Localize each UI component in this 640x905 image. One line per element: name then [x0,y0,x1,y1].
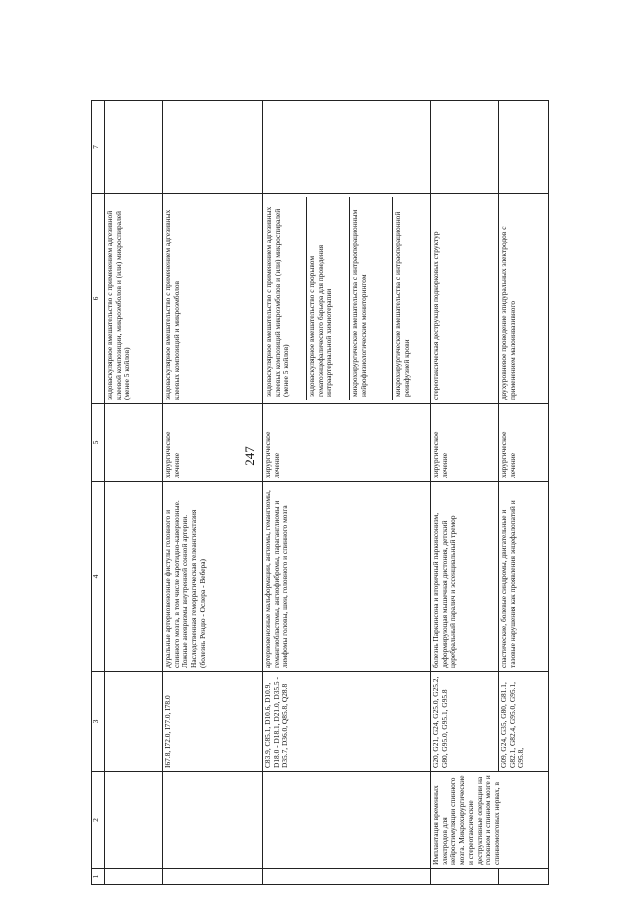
column-header: 6 [92,194,105,404]
column-header: 3 [92,672,105,772]
table-cell: хирургическое лечение [499,404,549,482]
column-header: 1 [92,869,105,885]
table-cell: хирургическое лечение [263,404,431,482]
table-cell: стереотаксическая деструкция подкорковых структур [431,194,499,404]
table-header-row [92,101,105,885]
sub-procedure: микрохирургические вмешательства с интраоперационным нейрофизиологическим мониторингом [349,197,392,400]
sub-procedure: микрохирургические вмешательства с интраоперационной реинфузией крови [392,197,412,400]
table-cell [431,772,549,869]
procedures-table [91,100,549,885]
table-cell: спастические, болевые синдромы, двигательные и тазовые нарушения как проявления энцефалопатий и [499,482,549,672]
table-cell [263,194,431,404]
column-header: 4 [92,482,105,672]
page-number: 247 [242,446,257,466]
table-cell: G09, G24, G35, G80, G81.1, G82.1, G82.4, G95.0, G95.1, G95.8, [499,672,549,772]
column-header: 2 [92,772,105,869]
column-header: 7 [92,101,105,194]
table-row [431,101,499,885]
table-cell: эндоваскулярное вмешательство с применением адгезивной клеевой композиции, микроэмболов и (или) микроспиралей (менее 5 койлов) [105,194,163,404]
table-cell: I67.8, I72.0, I77.0, I78.0 [163,672,263,772]
table-cell: дуральные артериовенозные фистулы головного и спинного мозга, в том числе каротидно-кавернозные. Ложные аневризмы внутренней сонной артерии. Наследственная геморрагическая телеангиэктазия (болезнь Рендю - Ослера - Вебера) [163,482,263,672]
column-header: 5 [92,404,105,482]
table-row [105,101,163,885]
table-cell: болезнь Паркинсона и вторичный паркинсонизм, деформирующая мышечная дистония, детский церебральный паралич и эссенциальный тремор [431,482,499,672]
table-cell: G20, G21, G24, G25.0, G25.2, G80, G95.0, G95.1, G95.8 [431,672,499,772]
table-cell: хирургическое лечение [163,404,263,482]
table-cell: C83.9, C85.1, D10.6, D10.9, D18.0 - D18.1, D21.0, D35.5 - D35.7, D36.0, Q85.8, Q28.8 [263,672,431,772]
procedure-title-continued: деструктивные операции на головном и спинном мозге и спинномозговых нервах, в [474,775,502,865]
sub-procedure: эндоваскулярное вмешательство с прорывом гематоэнцефалического барьера для проведения интраартериальной химиотерапии [306,197,349,400]
table-row [163,101,263,885]
table-row [499,101,549,885]
sub-procedure: эндоваскулярное вмешательство с применением адгезивных клеевых композиций микроэмболов и (или) микроспиралей (менее 5 койлов) [264,206,291,397]
table-cell: артериовенозные мальформации, ангиомы, гемангиомы, гемангиобластомы, ангиофибромы, параганглиомы и лимфомы головы, шеи, головного и спинного мозга [263,482,431,672]
rotated-table-wrapper [91,101,591,885]
table-row [263,101,431,885]
table-cell: хирургическое лечение [431,404,499,482]
table-cell: эндоваскулярное вмешательство с применением адгезивных клеевых композиций и микроэмболов [163,194,263,404]
table-cell: двухуровневое проведение эпидуральных электродов с применением малоинвазивного [499,194,549,404]
procedure-title: Имплантация временных электродов для нейростимуляции спинного мозга. Микрохирургические и стереотаксические [431,775,475,865]
